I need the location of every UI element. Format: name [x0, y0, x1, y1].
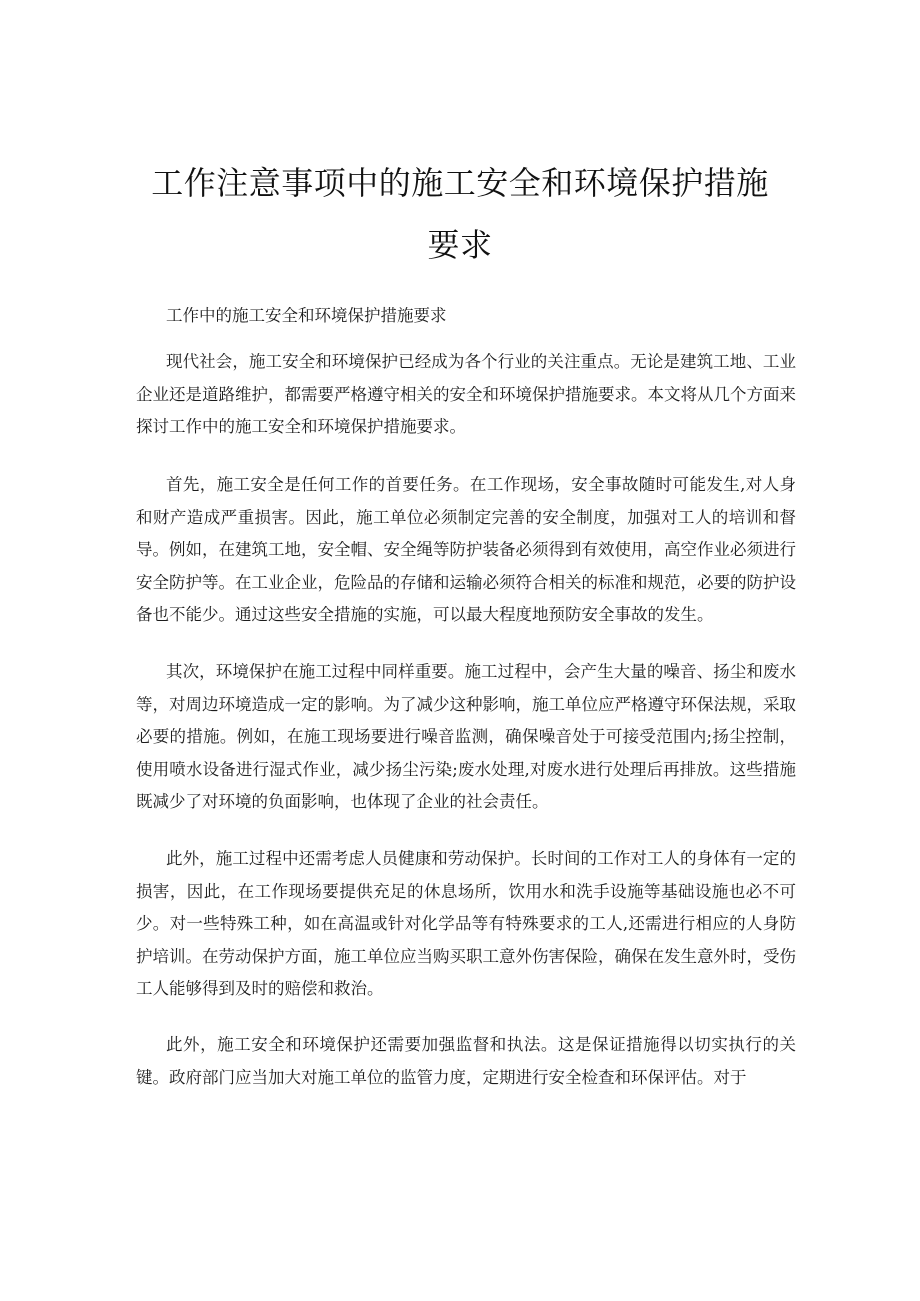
- document-title-line-1: 工作注意事项中的施工安全和环境保护措施: [151, 164, 769, 202]
- paragraph-supervision: 此外，施工安全和环境保护还需要加强监督和执法。这是保证措施得以切实执行的关键。政府部门应当加大对施工单位的监管力度，定期进行安全检查和环保评估。对于: [136, 1035, 796, 1087]
- document-subtitle: 工作中的施工安全和环境保护措施要求: [166, 306, 447, 325]
- document-title-line-2: 要求: [427, 226, 493, 264]
- paragraph-intro: 现代社会，施工安全和环境保护已经成为各个行业的关注重点。无论是建筑工地、工业企业还是道路维护，都需要严格遵守相关的安全和环境保护措施要求。本文将从几个方面来探讨工作中的施工安全和环境保护措施要求。: [136, 352, 796, 436]
- paragraph-labor-protection: 此外，施工过程中还需考虑人员健康和劳动保护。长时间的工作对工人的身体有一定的损害，因此，在工作现场要提供充足的休息场所，饮用水和洗手设施等基础设施也必不可少。对一些特殊工种，如在高温或针对化学品等有特殊要求的工人,还需进行相应的人身防护培训。在劳动保护方面，施工单位应当购买职工意外伤害保险，确保在发生意外时，受伤工人能够得到及时的赔偿和救治。: [136, 849, 796, 998]
- paragraph-construction-safety: 首先，施工安全是任何工作的首要任务。在工作现场，安全事故随时可能发生,对人身和财产造成严重损害。因此，施工单位必须制定完善的安全制度，加强对工人的培训和督导。例如，在建筑工地，安全帽、安全绳等防护装备必须得到有效使用，高空作业必须进行安全防护等。在工业企业，危险品的存储和运输必须符合相关的标准和规范，必要的防护设备也不能少。通过这些安全措施的实施，可以最大程度地预防安全事故的发生。: [136, 475, 796, 624]
- paragraph-environmental-protection: 其次，环境保护在施工过程中同样重要。施工过程中，会产生大量的噪音、扬尘和废水等，对周边环境造成一定的影响。为了减少这种影响，施工单位应严格遵守环保法规，采取必要的措施。例如，在施工现场要进行噪音监测，确保噪音处于可接受范围内;扬尘控制，使用喷水设备进行湿式作业，减少扬尘污染;废水处理,对废水进行处理后再排放。这些措施既减少了对环境的负面影响，也体现了企业的社会责任。: [136, 662, 796, 811]
